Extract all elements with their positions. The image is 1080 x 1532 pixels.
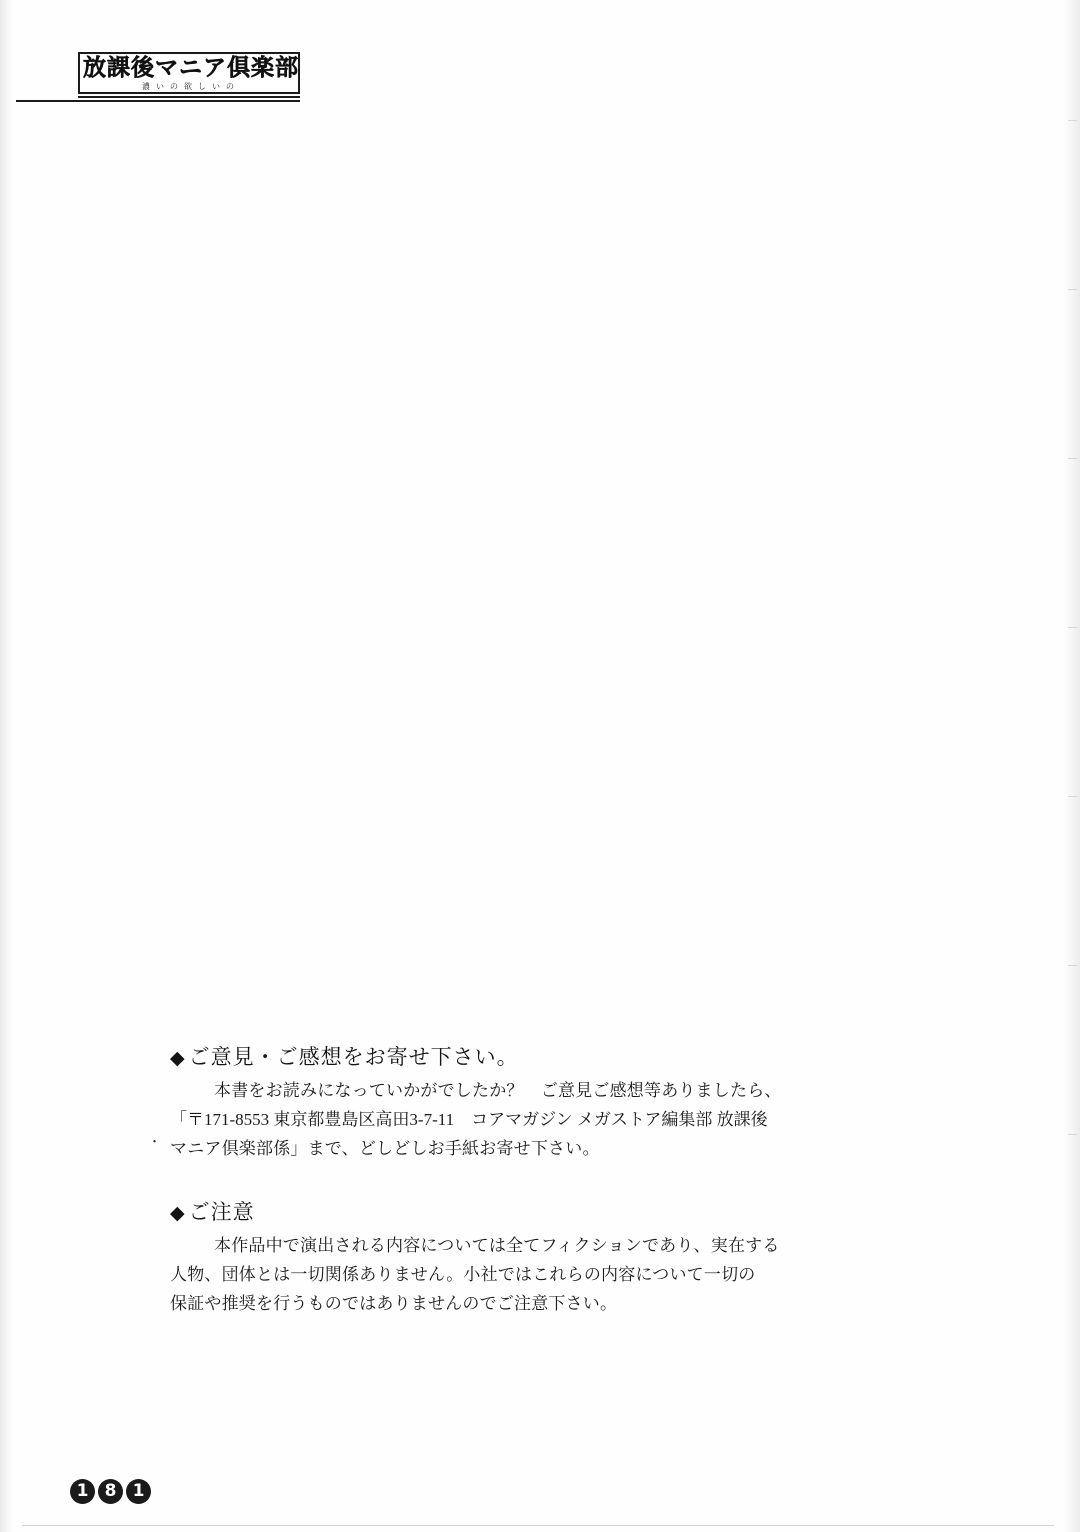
notice-disclaimer-heading (170, 1197, 850, 1229)
notice-disclaimer-heading-text: ご注意 (188, 1200, 255, 1224)
page-number-digit: 1 (126, 1479, 151, 1504)
notice-feedback-heading-text: ご意見・ご感想をお寄せ下さい。 (188, 1045, 519, 1069)
series-logo-frame (78, 52, 300, 94)
notice-line: 人物、団体とは一切関係ありません。小社ではこれらの内容について一切の (170, 1265, 756, 1284)
notice-feedback-body (170, 1076, 850, 1163)
series-logo-underline (78, 96, 300, 98)
series-logo (78, 52, 300, 98)
notice-disclaimer-body (170, 1231, 850, 1318)
diamond-icon: ◆ (170, 1203, 186, 1224)
notice-disclaimer (170, 1197, 850, 1318)
page-number-digit: 1 (70, 1479, 95, 1504)
notice-line: 「〒171-8553 東京都豊島区高田3-7-11 コアマガジン メガストア編集部 放課後 (170, 1110, 768, 1129)
stray-dot-mark: ・ (148, 1134, 162, 1149)
page-right-edge-ticks (1068, 120, 1078, 1320)
series-logo-title: 放課後マニア倶楽部 (83, 55, 299, 81)
diamond-icon: ◆ (170, 1048, 186, 1069)
notice-line: 本作品中で演出される内容については全てフィクションであり、実在する (214, 1236, 780, 1255)
notice-feedback (170, 1042, 850, 1163)
page-number-digit: 8 (98, 1479, 123, 1504)
notice-line: 保証や推奨を行うものではありませんのでご注意下さい。 (170, 1294, 618, 1313)
page-left-edge-shading (0, 0, 14, 1532)
page-number (70, 1479, 151, 1504)
series-logo-rule (16, 100, 300, 102)
series-logo-subtitle: 濃いの欲しいの (142, 82, 240, 91)
page-bottom-rule (22, 1525, 1054, 1526)
notice-section (170, 1042, 850, 1352)
notice-line: 本書をお読みになっていかがでしたか？ ご意見ご感想等ありましたら、 (214, 1081, 782, 1100)
notice-line: マニア倶楽部係」まで、どしどしお手紙お寄せ下さい。 (170, 1139, 600, 1158)
notice-feedback-heading (170, 1042, 850, 1074)
